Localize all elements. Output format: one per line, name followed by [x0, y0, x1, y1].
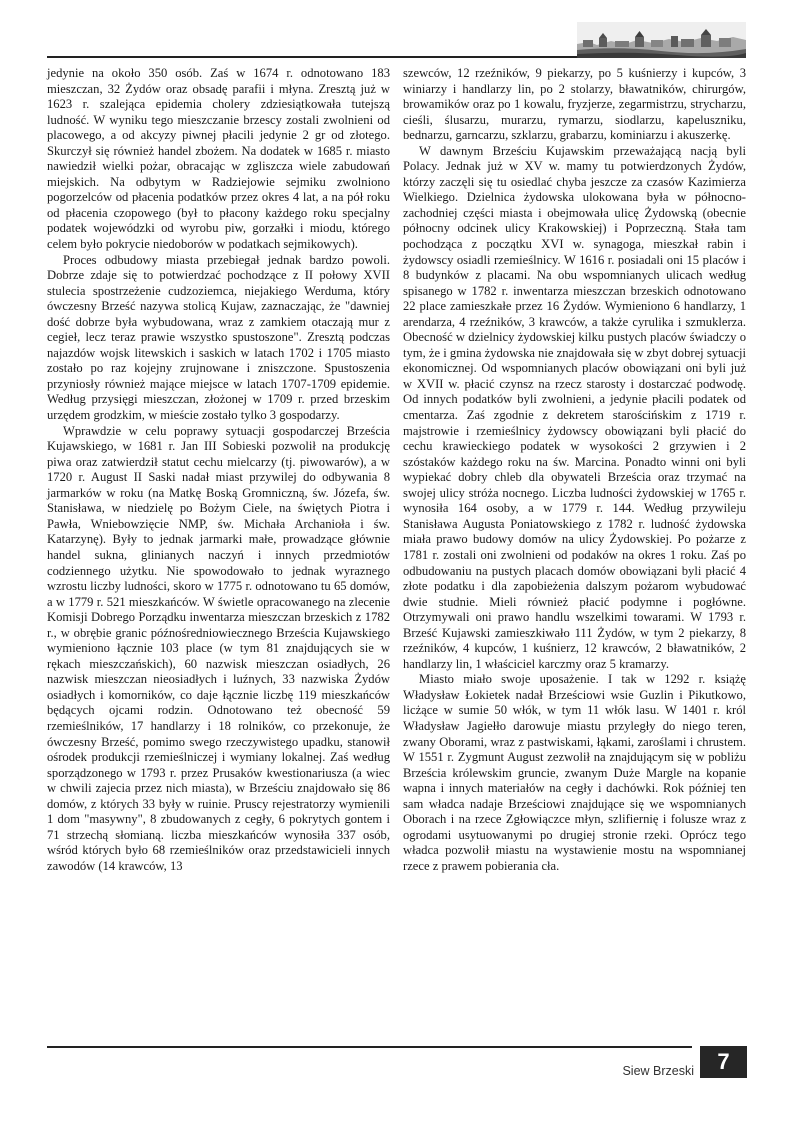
publication-name: Siew Brzeski [622, 1064, 694, 1078]
header-rule [47, 56, 577, 58]
paragraph: W dawnym Brześciu Kujawskim przeważającą nacją byli Polacy. Jednak już w XV w. mamy tu potwierdzonych Żydów, którzy zaczęli się tu osiedlać chyba jeszcze za czasów Kazimierza Wielkiego. Dzielnica żydowska ulokowana była w północno-zachodniej części miasta i obejmowała ulicę Żydowską (obecnie północny odcinek ulicy Krakowskiej) i Poprzeczną. Stała tam pochodząca z początku XVI w. synagoga, mieszkał rabin i żydowscy osiadli rzemieślnicy. W 1616 r. posiadali oni 15 placów i 8 budynków z placami. Na obu wspomnianych ulicach według spisanego w 1782 r. inwentarza mieszczan brzeskich odnotowano 22 place zamieszkałe przez 16 Żydów. Wymieniono 6 handlarzy, 1 arendarza, 4 rzeźników, 3 krawców, a także cyrulika i szmuklerza. Obecność w dzielnicy żydowskiej kilku pustych placów świadczy o tym, że i gmina żydowska nie znajdowała się w zbyt dobrej sytuacji ekonomicznej. Od wspomnianych placów obowiązani oni byli już w XVII w. płacić czynsz na rzecz starosty i dostarczać podwodę. Od innych podatków byli zwolnieni, a jedynie płacili podatek od cmentarza. Zaś zgodnie z dekretem starościńskim z 1719 r. majstrowie i rzemieślnicy żydowscy obowiązani byli płacić do cechu krawieckiego podatek w wysokości 2 grzywien i 2 szóstaków każdego roku na św. Marcina. Ponadto winni oni byli wypiekać dobry chleb dla obywateli Brześcia oraz trzymać na swojej ulicy stróża nocnego. Liczba ludności żydowskiej w 1765 r. wynosiła 164 osoby, a w 1779 r. 144. Według przywileju Stanisława Augusta Poniatowskiego z 1782 r. ludność żydowska miała prawo budowy domów na ulicy Żydowskiej. Po pożarze z 1781 r. zostali oni zwolnieni od podaków na okres 1 roku. Zaś po odbudowaniu na pustych placach domów obowiązani byli płacić 4 złote podatku i dla zapobieżenia dalszym pożarom wybudować dwie studnie. Mieli również płacić podymne i pogłówne. Otrzymywali oni prawo handlu wszelkimi towarami. W 1793 r. Brześć Kujawski zamieszkiwało 111 Żydów, w tym 2 piekarzy, 8 rzeźników, 4 kupców, 1 kuśnierz, 12 krawców, 2 bławatników, 2 handlarzy lin, 1 właściciel karczmy oraz 5 kramarzy. [403, 143, 746, 671]
town-panorama-photo [577, 22, 746, 58]
paragraph: Proces odbudowy miasta przebiegał jednak bardzo powoli. Dobrze zdaje się to potwierdzać pochodzące z II połowy XVII stulecia spostrzeżenie cudzoziemca, niejakiego Werduma, który ówczesny Brześć nazywa stolicą Kujaw, zaznaczając, że "dawniej dość dobrze była wybudowana, wraz z zamkiem otaczają mur z cegieł, lecz teraz prawie wszystko spustoszone". Zresztą podczas najazdów wojsk litewskich i saskich w latach 1702 i 1705 miasto zostało po raz kojejny zrujnowane i zniszczone. Spustoszenia przyniosły również mające miejsce w latach 1707-1709 epidemie. Według przysięgi mieszczan, złożonej w 1709 r. przed brzeskim urzędem grodzkim, w mieście zostało tylko 3 gospodarzy. [47, 252, 390, 423]
article-column-right [403, 66, 746, 874]
paragraph: Miasto miało swoje uposażenie. I tak w 1292 r. książę Władysław Łokietek nadał Brześciowi wsie Guzlin i Pikutkowo, licżące w sumie 50 włók, w tym 11 włók lasu. W 1401 r. król Władysław Jagiełło darowuje miastu przyległy do niego teren, zwany Oborami, wraz z pastwiskami, łąkami, zaroślami i chrustem. W 1551 r. Zygmunt August zezwolił na znajdującym się w pobliżu Brześcia królewskim gruncie, zwanym Duże Margle na kopanie wapna i innych materiałów na cegły i dachówki. Rok później ten sam władca nadaje Brześciowi znajdujące się we wspomnianych Oborach i na rzece Zgłowiączce młyn, szlifiernię i folusze wraz z ogrodami usytuowanymi po drugiej stronie rzeki. Oprócz tego władca pozwolił miastu na wystawienie mostu na wspomnianej rzece z prawem pobierania cła. [403, 672, 746, 873]
page-number: 7 [700, 1046, 747, 1078]
article-column-left [47, 66, 390, 874]
paragraph: jedynie na około 350 osób. Zaś w 1674 r. odnotowano 183 mieszczan, 32 Żydów oraz obsadę parafii i młyna. Zresztą już w 1623 r. szalejąca epidemia cholery zdziesiątkowała tutejszą ludność. W wyniku tego mieszczanie brzescy zostali zwolnieni od placowego, a od akcyzy piwnej płacili jedynie 2 gr od złotego. Skurczył się również handel zbożem. Na dodatek w 1685 r. miasto nawiedził wielki pożar, obracając w zgliszcza wiele zabudowań miejskich. Na odbytym w Radziejowie sejmiku zwolniono pogorzelców od płacenia podatków przez okres 4 lat, a na pół roku od płacenia czopowego (był to płacony każdego roku specjalny podatek wojewódzki od wyrobu piw, gorzałki i miodu, którego celem było pokrycie niedoborów w podatkach sejmikowych). [47, 66, 390, 252]
footer-rule [47, 1046, 692, 1048]
town-panorama-graphic [577, 22, 746, 58]
paragraph: szewców, 12 rzeźników, 9 piekarzy, po 5 kuśnierzy i kupców, 3 winiarzy i handlarzy lin, po 2 stolarzy, bławatników, chirurgów, browamików oraz po 1 kowalu, fryzjerze, zegarmistrzu, strycharzu, cieśli, ślusarzu, murarzu, rymarzu, siodlarzu, kapeluszniku, bednarzu, garncarzu, szklarzu, grabarzu, kominiarzu i akuszerkę. [403, 66, 746, 143]
paragraph: Wprawdzie w celu poprawy sytuacji gospodarczej Brześcia Kujawskiego, w 1681 r. Jan III Sobieski pozwolił na produkcję piwa oraz zatwierdził statut cechu mielcarzy (tj. piwowarów), a w 1720 r. August II Saski nadał miast przywilej do odbywania 8 jarmarków w roku (na Matkę Boską Gromniczną, św. Józefa, św. Stanisława, w niedzielę po Bożym Ciele, na świętych Piotra i Pawła, Wniebowzięcie NMP, św. Michała Archanioła i św. Katarzynę). Były to jednak jarmarki małe, prowadzące głównie handel sukna, glinianych naczyń i innych przedmiotów codziennego użytku. Nie spowodowało to jednak wyraznego wzrostu liczby ludności, skoro w 1775 r. odnotowano tu 65 domów, a w 1779 r. 521 mieszkańców. W świetle opracowanego na zlecenie Komisji Dobrego Porządku inwentarza mieszczan brzeskich z 1782 r., w obrębie granic późnośredniowiecznego Brześcia Kujawskiego wymieniono łącznie 103 place (w tym 81 znajdujących sie w rękach mieszczańskich), 60 nazwisk mieszczan osiadłych, 26 nazwisk mieszczan nieosiadłych i luźnych, 33 nazwiska Żydów osiadłych i komorników, co daje łącznie liczbę 119 mieszkańców będących ojcami rodzin. Odnotowano też obecność 59 rzemieślników, 17 handlarzy i 18 rolników, co przekonuje, że ówczesny Brześć, pomimo swego rzeczywistego upadku, stanowił ośrodek produkcji rzemieślniczej i wymiany lokalnej. Zaś według sporządzonego w 1793 r. przez Prusaków kwestionariusza (a wiec w chwili zajecia przez nich miasta), w Brześciu znajdowało się 86 domów, z których 33 były w ruinie. Pruscy rejestratorzy wymienili 1 dom "masywny", 8 zbudowanych z cegły, 6 pokrytych gontem i 71 strzechą słomianą. liczba mieszkańców wynosiła 337 osób, wśród których było 68 rzemieślników oraz przedstawicieli innych zawodów (14 krawców, 13 [47, 423, 390, 873]
